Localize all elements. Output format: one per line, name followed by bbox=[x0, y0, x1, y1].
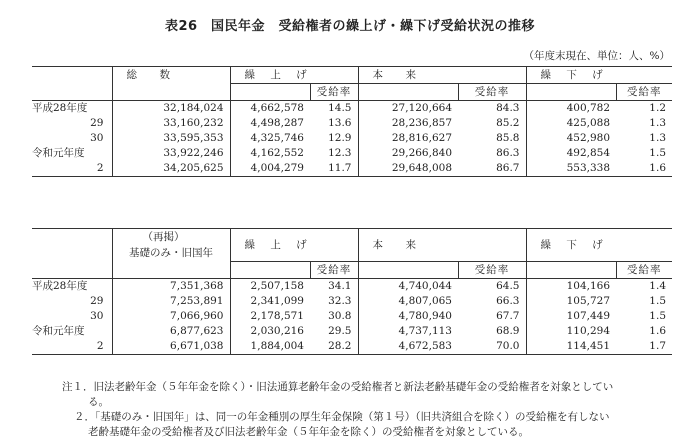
note-2-line-2: 老齢基礎年金の受給権者及び旧法老齢年金（５年年金を除く）の受給権者を対象としている。 bbox=[88, 426, 529, 438]
honrai-rate-cell: 86.7 bbox=[458, 161, 526, 177]
honrai-rate-cell: 67.7 bbox=[496, 309, 520, 322]
note-2-prefix: ２． bbox=[74, 411, 95, 423]
table-row bbox=[32, 161, 672, 177]
table-row bbox=[32, 101, 672, 117]
kurisage-rate-cell: 1.5 bbox=[649, 294, 666, 307]
kurisage-cell: 400,782 bbox=[526, 101, 616, 117]
kurisage-rate-cell: 1.6 bbox=[616, 161, 672, 177]
honrai-rate-cell: 86.3 bbox=[496, 147, 520, 159]
total-cell: 33,160,232 bbox=[112, 116, 230, 131]
total-cell: 6,877,623 bbox=[112, 324, 230, 339]
kuriage-rate-cell: 12.3 bbox=[328, 147, 352, 159]
honrai-cell: 4,737,113 bbox=[358, 324, 458, 339]
honrai-header: 本 来 bbox=[358, 229, 526, 262]
total-cell: 33,922,246 bbox=[112, 146, 230, 161]
year-cell: 30 bbox=[32, 131, 112, 146]
kurisage-cell: 452,980 bbox=[526, 131, 616, 146]
kurisage-rate-cell: 1.4 bbox=[649, 279, 666, 292]
kurisage-rate-cell: 1.5 bbox=[649, 309, 666, 322]
kuriage-cell: 2,030,216 bbox=[250, 324, 304, 337]
honrai-cell: 27,120,664 bbox=[358, 101, 458, 117]
kuriage-cell: 4,004,279 bbox=[230, 161, 310, 177]
kurisage-rate-cell: 1.5 bbox=[649, 147, 666, 159]
honrai-cell: 29,648,008 bbox=[358, 161, 458, 177]
kurisage-header: 繰 下 げ bbox=[526, 229, 672, 262]
kuriage-rate-cell: 32.3 bbox=[328, 294, 352, 307]
honrai-header: 本 来 bbox=[358, 67, 526, 84]
kurisage-rate-header: 受給率 bbox=[616, 84, 672, 101]
table-row bbox=[32, 278, 672, 294]
kuriage-cell: 2,341,099 bbox=[250, 294, 304, 307]
table-row bbox=[32, 309, 672, 324]
kurisage-rate-cell: 1.3 bbox=[649, 132, 666, 144]
honrai-rate-cell: 68.9 bbox=[496, 324, 520, 337]
kurisage-cell: 104,166 bbox=[526, 278, 616, 294]
kurisage-rate-cell: 1.7 bbox=[616, 339, 672, 355]
kuriage-rate-cell: 28.2 bbox=[310, 339, 358, 355]
kuriage-cell: 4,662,578 bbox=[250, 102, 304, 114]
kuriage-header: 繰 上 げ bbox=[230, 67, 358, 84]
note-2-line-1: 「基礎のみ・旧国年」は、同一の年金種別の厚生年金保険（第１号）（旧共済組合を除く）の受給権を有しない bbox=[95, 411, 610, 423]
year-cell: 30 bbox=[32, 309, 112, 324]
table-row bbox=[32, 146, 672, 161]
year-cell: 2 bbox=[32, 161, 112, 177]
year-header bbox=[32, 229, 112, 246]
total-header: 基礎のみ・旧国年 bbox=[112, 245, 230, 261]
kuriage-rate-cell: 29.5 bbox=[328, 324, 352, 337]
honrai-rate-cell: 85.8 bbox=[496, 132, 520, 144]
main-table bbox=[32, 66, 672, 177]
kuriage-cell: 4,162,552 bbox=[250, 147, 304, 159]
table-row bbox=[32, 116, 672, 131]
kuriage-rate-cell: 34.1 bbox=[328, 279, 352, 292]
kuriage-cell: 4,498,287 bbox=[250, 117, 304, 129]
table-row bbox=[32, 324, 672, 339]
table-title: 表26 国民年金 受給権者の繰上げ・繰下げ受給状況の推移 bbox=[164, 19, 536, 34]
year-header-spacer bbox=[32, 245, 112, 261]
year-cell: 29 bbox=[32, 294, 112, 309]
honrai-rate-header: 受給率 bbox=[458, 261, 526, 278]
kuriage-header: 繰 上 げ bbox=[230, 229, 358, 262]
year-cell: 平成28年度 bbox=[32, 278, 112, 294]
total-cell: 34,205,625 bbox=[112, 161, 230, 177]
note-2-continuation bbox=[88, 425, 700, 440]
kuriage-rate-cell: 30.8 bbox=[328, 309, 352, 322]
kurisage-count-subheader bbox=[526, 261, 616, 278]
kurisage-rate-header: 受給率 bbox=[616, 261, 672, 278]
kurisage-cell: 114,451 bbox=[526, 339, 616, 355]
kuriage-count-subheader bbox=[230, 261, 310, 278]
total-cell: 7,066,960 bbox=[112, 309, 230, 324]
kuriage-count-subheader bbox=[230, 84, 310, 101]
saikei-label: （再掲） bbox=[112, 229, 230, 246]
kurisage-header: 繰 下 げ bbox=[526, 67, 672, 84]
kurisage-cell: 553,338 bbox=[526, 161, 616, 177]
kuriage-cell: 4,325,746 bbox=[250, 132, 304, 144]
total-cell: 32,184,024 bbox=[112, 101, 230, 117]
total-subheader bbox=[112, 84, 230, 101]
honrai-count-subheader bbox=[358, 261, 458, 278]
honrai-cell: 4,807,065 bbox=[358, 294, 458, 309]
honrai-rate-cell: 84.3 bbox=[496, 102, 520, 114]
year-cell: 令和元年度 bbox=[32, 146, 112, 161]
honrai-count-subheader bbox=[358, 84, 458, 101]
total-header: 総 数 bbox=[112, 67, 230, 84]
honrai-cell: 28,816,627 bbox=[358, 131, 458, 146]
kuriage-cell: 1,884,004 bbox=[230, 339, 310, 355]
kurisage-count-subheader bbox=[526, 84, 616, 101]
honrai-rate-cell: 85.2 bbox=[496, 117, 520, 129]
kurisage-cell: 107,449 bbox=[526, 309, 616, 324]
reprint-table bbox=[32, 228, 672, 355]
kuriage-rate-header: 受給率 bbox=[310, 84, 358, 101]
kurisage-cell: 492,854 bbox=[526, 146, 616, 161]
table-row bbox=[32, 294, 672, 309]
honrai-rate-header: 受給率 bbox=[458, 84, 526, 101]
kuriage-rate-cell: 14.5 bbox=[328, 102, 352, 114]
year-cell: 令和元年度 bbox=[32, 324, 112, 339]
kuriage-rate-cell: 12.9 bbox=[328, 132, 352, 144]
honrai-cell: 29,266,840 bbox=[358, 146, 458, 161]
year-cell: 29 bbox=[32, 116, 112, 131]
kurisage-cell: 110,294 bbox=[526, 324, 616, 339]
note-1-prefix: 注１． bbox=[62, 381, 94, 393]
total-cell: 7,253,891 bbox=[112, 294, 230, 309]
honrai-rate-cell: 66.3 bbox=[496, 294, 520, 307]
honrai-cell: 4,740,044 bbox=[358, 278, 458, 294]
note-1-continuation bbox=[88, 395, 700, 410]
note-1 bbox=[62, 380, 677, 395]
total-cell: 6,671,038 bbox=[112, 339, 230, 355]
honrai-cell: 4,780,940 bbox=[358, 309, 458, 324]
kuriage-cell: 2,507,158 bbox=[250, 279, 304, 292]
kuriage-cell: 2,178,571 bbox=[250, 309, 304, 322]
kurisage-rate-cell: 1.3 bbox=[649, 117, 666, 129]
kurisage-rate-cell: 1.6 bbox=[649, 324, 666, 337]
year-cell: 2 bbox=[32, 339, 112, 355]
kurisage-cell: 425,088 bbox=[526, 116, 616, 131]
table-row bbox=[32, 131, 672, 146]
note-1-line-2: る。 bbox=[88, 396, 109, 408]
unit-note: （年度末現在、単位：人、%） bbox=[523, 50, 670, 62]
honrai-cell: 28,236,857 bbox=[358, 116, 458, 131]
total-header-bottom bbox=[112, 261, 230, 278]
kurisage-rate-cell: 1.2 bbox=[649, 102, 666, 114]
kurisage-cell: 105,727 bbox=[526, 294, 616, 309]
year-cell: 平成28年度 bbox=[32, 101, 112, 117]
note-1-line-1: 旧法老齢年金（５年年金を除く）・旧法通算老齢年金の受給権者と新法老齢基礎年金の受給権者を対象としてい bbox=[93, 381, 614, 393]
total-cell: 7,351,368 bbox=[112, 278, 230, 294]
kuriage-rate-cell: 11.7 bbox=[310, 161, 358, 177]
note-2 bbox=[74, 410, 689, 425]
honrai-rate-cell: 70.0 bbox=[458, 339, 526, 355]
year-header bbox=[32, 67, 112, 101]
honrai-rate-cell: 64.5 bbox=[496, 279, 520, 292]
kuriage-rate-header: 受給率 bbox=[310, 261, 358, 278]
total-cell: 33,595,353 bbox=[112, 131, 230, 146]
kuriage-rate-cell: 13.6 bbox=[328, 117, 352, 129]
honrai-cell: 4,672,583 bbox=[358, 339, 458, 355]
table-row bbox=[32, 339, 672, 355]
year-header-bottom bbox=[32, 261, 112, 278]
